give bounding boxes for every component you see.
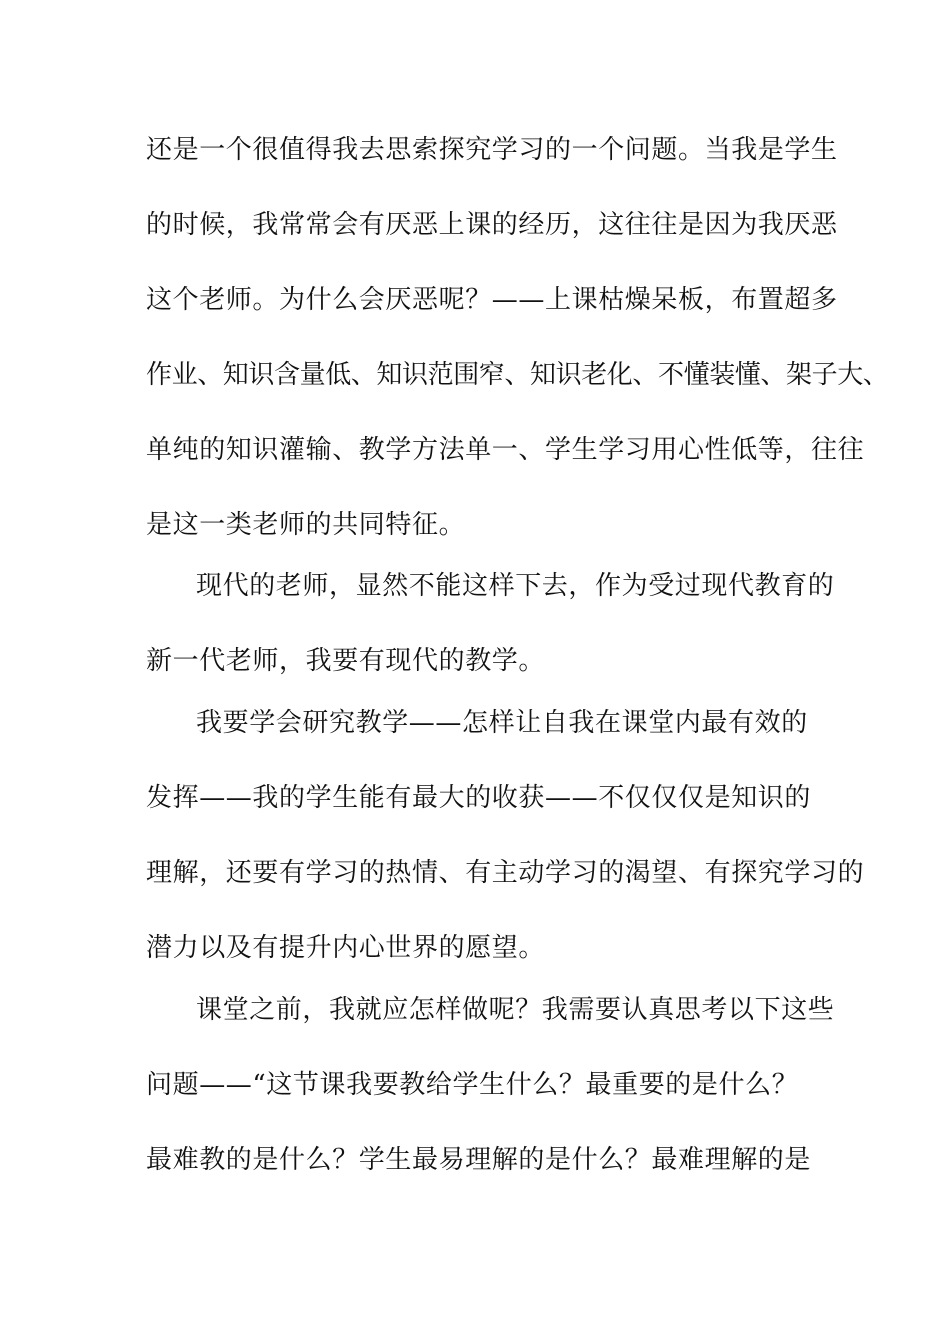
text-line: 发挥——我的学生能有最大的收获——不仅仅仅是知识的 — [146, 783, 812, 813]
text-line: 单纯的知识灌输、教学方法单一、学生学习用心性低等，往往 — [146, 435, 865, 465]
text-line: 潜力以及有提升内心世界的愿望。 — [146, 933, 546, 963]
paragraph-first-line: 课堂之前，我就应怎样做呢？我需要认真思考以下这些 — [196, 995, 835, 1025]
paragraph-first-line: 现代的老师，显然不能这样下去，作为受过现代教育的 — [196, 571, 835, 601]
text-line: 是这一类老师的共同特征。 — [146, 510, 466, 540]
paragraph-first-line: 我要学会研究教学——怎样让自我在课堂内最有效的 — [196, 708, 808, 738]
text-line: 这个老师。为什么会厌恶呢？——上课枯燥呆板，布置超多 — [146, 285, 838, 315]
text-line: 还是一个很值得我去思索探究学习的一个问题。当我是学生 — [146, 135, 838, 165]
text-line: 理解，还要有学习的热情、有主动学习的渴望、有探究学习的 — [146, 858, 865, 888]
text-line: 的时候，我常常会有厌恶上课的经历，这往往是因为我厌恶 — [146, 210, 838, 240]
text-line: 最难教的是什么？学生最易理解的是什么？最难理解的是 — [146, 1145, 812, 1175]
text-line: 作业、知识含量低、知识范围窄、知识老化、不懂装懂、架子大、 — [146, 360, 889, 390]
text-line: 问题——“这节课我要教给学生什么？最重要的是什么？ — [146, 1070, 799, 1100]
text-line: 新一代老师，我要有现代的教学。 — [146, 646, 546, 676]
